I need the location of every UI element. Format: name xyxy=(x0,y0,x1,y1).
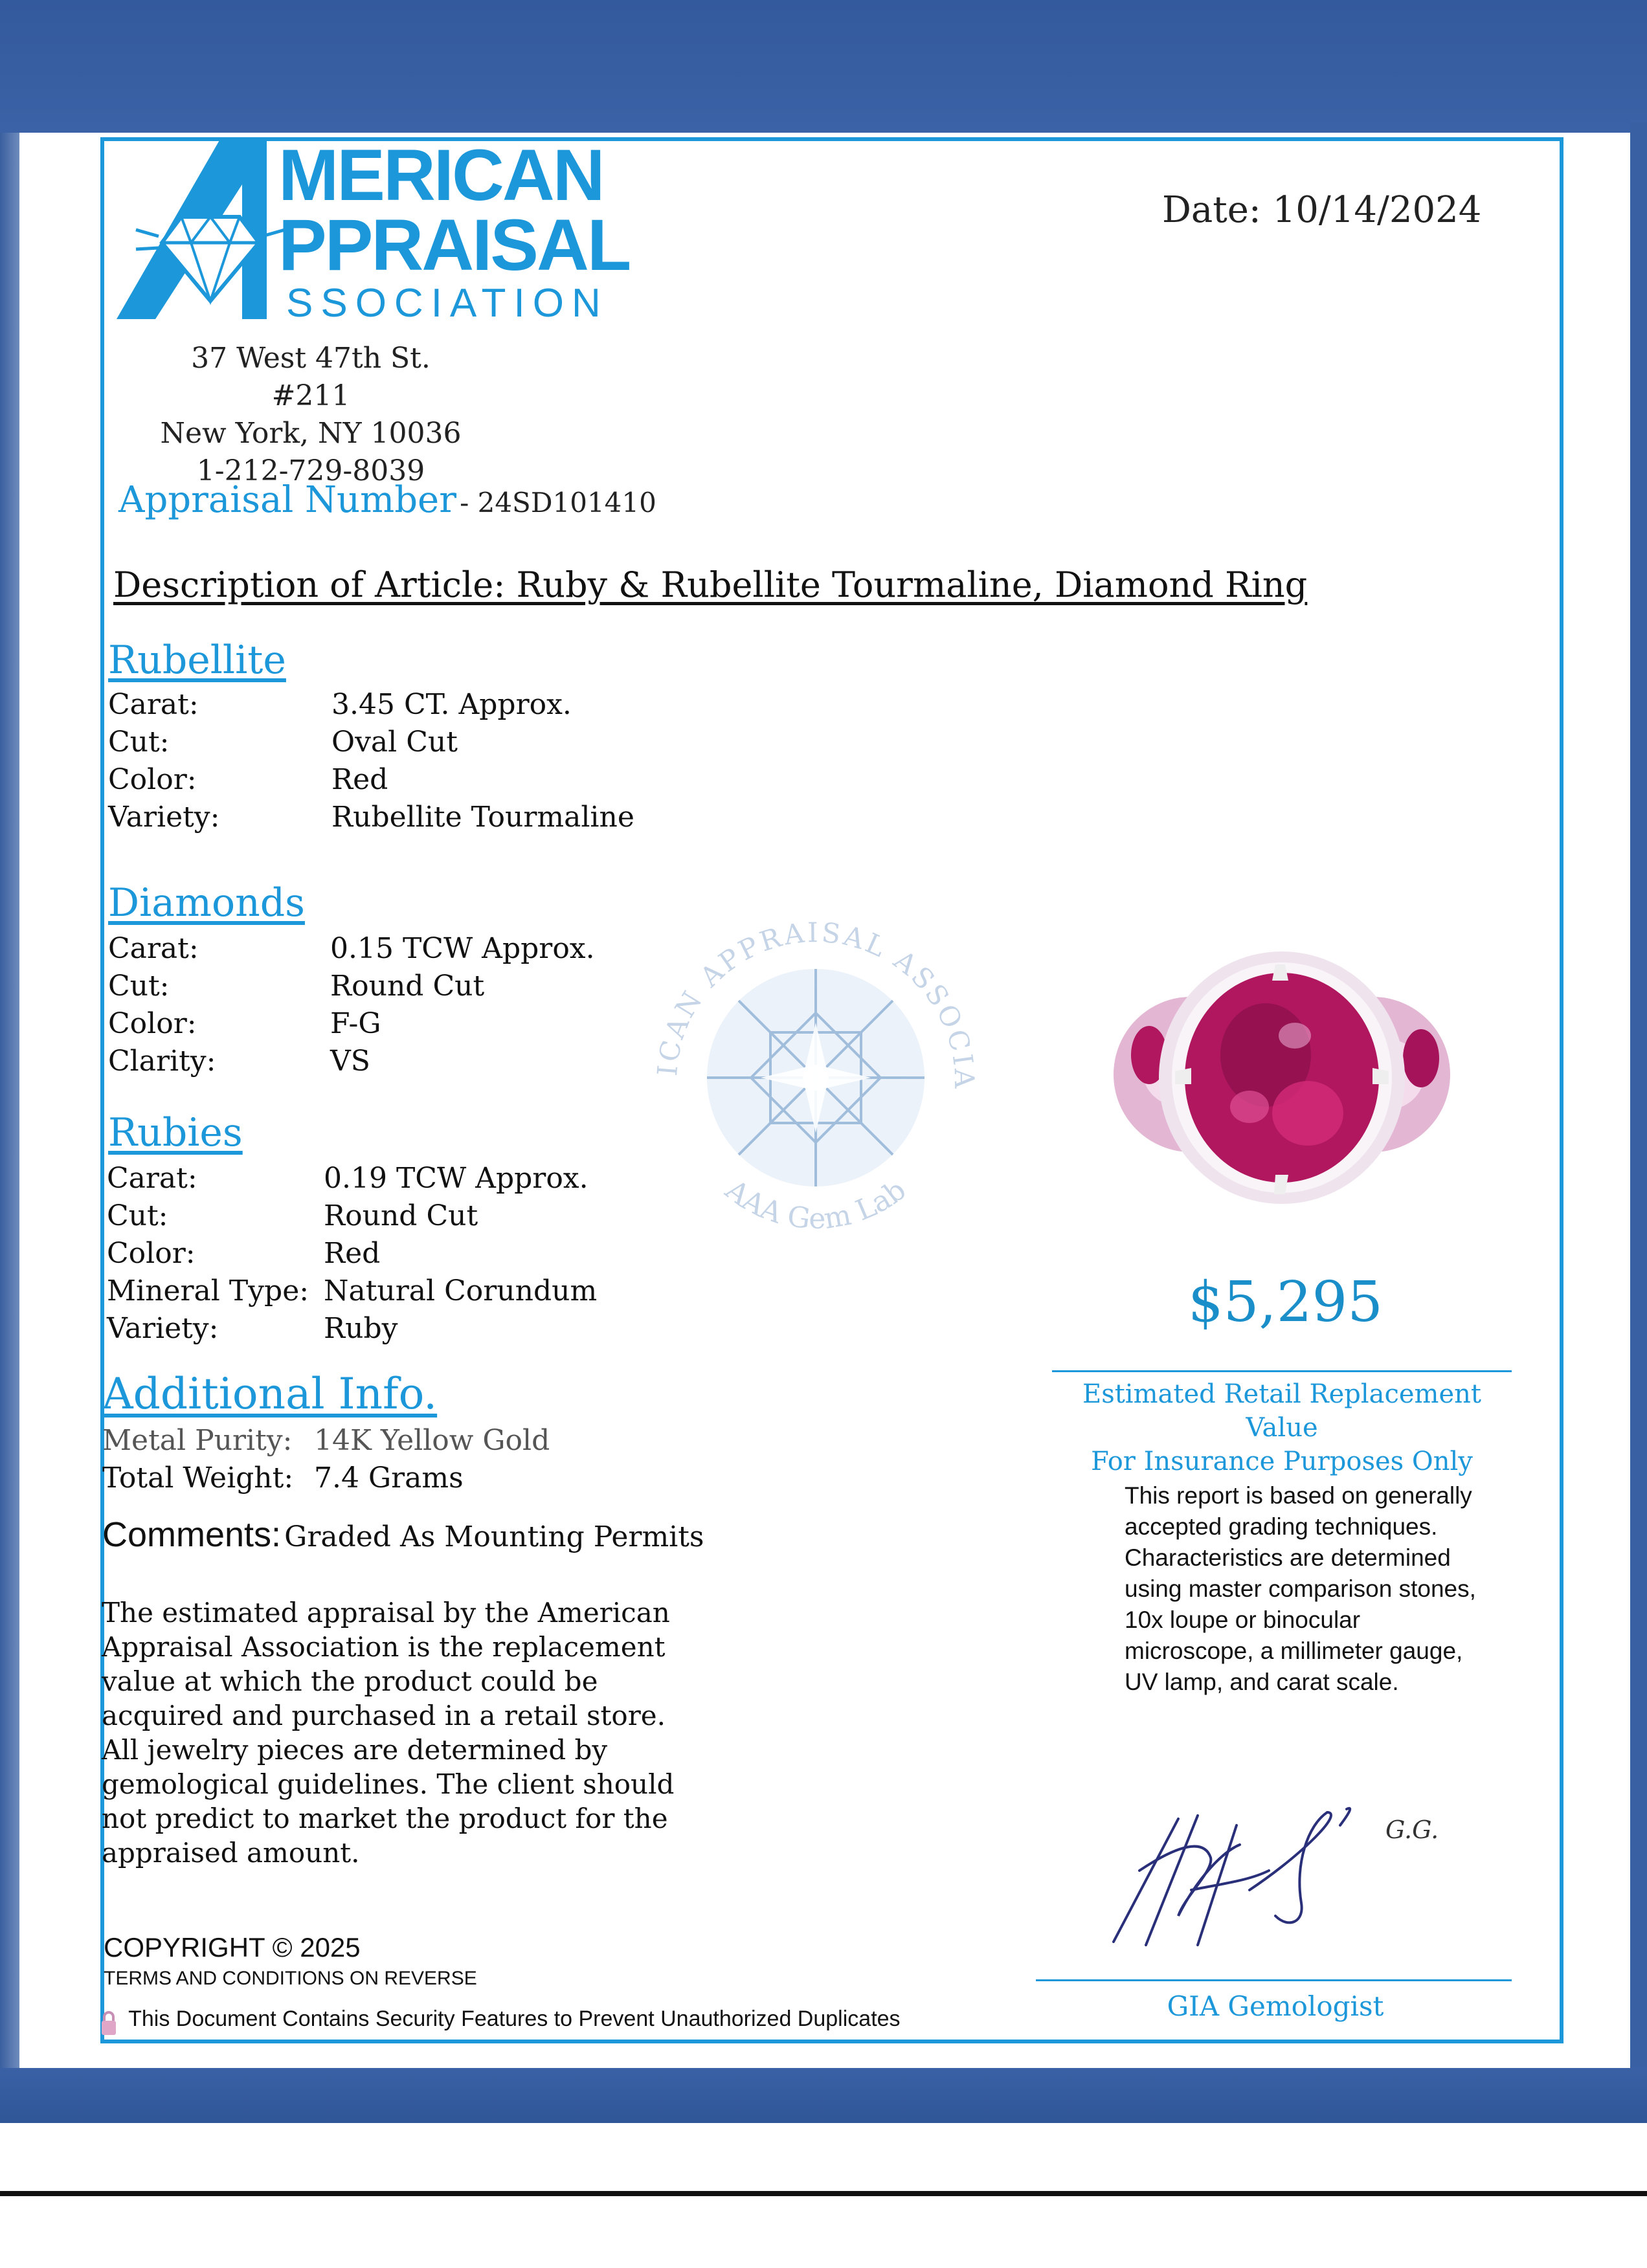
terms-notice: TERMS AND CONDITIONS ON REVERSE xyxy=(104,1968,477,1989)
diamonds-cut-label: Cut: xyxy=(108,970,170,1003)
association-address xyxy=(155,340,466,490)
rubies-variety-label: Variety: xyxy=(107,1312,219,1345)
appraisal-number-value: - 24SD101410 xyxy=(460,487,656,518)
ring-photo xyxy=(1101,945,1463,1223)
section-heading-additional: Additional Info. xyxy=(102,1369,438,1419)
scan-edge-line xyxy=(0,2191,1647,2196)
scan-right-band xyxy=(1630,123,1647,2123)
scan-bottom-band xyxy=(0,2068,1647,2123)
scan-left-band xyxy=(0,133,19,2074)
rubies-color-value: Red xyxy=(324,1237,381,1270)
appraised-value: $5,295 xyxy=(1188,1270,1383,1335)
diamonds-clarity-label: Clarity: xyxy=(108,1045,216,1078)
address-line-phone: 1-212-729-8039 xyxy=(196,454,425,487)
rubellite-variety-label: Variety: xyxy=(108,801,220,834)
security-notice xyxy=(100,2007,901,2036)
logo-line-ssociation: SSOCIATION xyxy=(286,281,609,326)
security-text: This Document Contains Security Features to Prevent Unauthorized Duplicates xyxy=(128,2007,901,2031)
seal-bottom-text: AAA Gem Lab xyxy=(719,1173,912,1236)
metal-purity-value: 14K Yellow Gold xyxy=(314,1424,550,1457)
appraisal-number xyxy=(118,479,656,521)
logo-line-merican: MERICAN xyxy=(278,135,603,216)
gemologist-signature xyxy=(1101,1799,1463,1955)
rubellite-color-label: Color: xyxy=(108,763,197,796)
appraisal-number-label: Appraisal Number xyxy=(118,479,456,521)
section-heading-diamonds: Diamonds xyxy=(108,880,305,926)
appraisal-disclaimer: The estimated appraisal by the American Appraisal Association is the replacement value at which the product could be acquired and purchased in a retail store. All jewelry pieces are determined by gemological guidelines. The client should not predict to market the product for the appraised amount. xyxy=(102,1597,675,1869)
copyright-notice: COPYRIGHT © 2025 xyxy=(104,1932,361,1962)
rubies-cut-value: Round Cut xyxy=(324,1199,478,1232)
rubellite-carat-value: 3.45 CT. Approx. xyxy=(331,688,572,721)
grading-report-note: This report is based on generally accepted grading techniques. Characteristics are determined using master comparison stones, 10x loupe or binocular microscope, a millimeter gauge, UV lamp, and carat scale. xyxy=(1125,1482,1476,1695)
address-line-street: 37 West 47th St. #211 xyxy=(191,342,431,412)
association-logo xyxy=(117,135,630,327)
diamonds-color-value: F-G xyxy=(330,1007,381,1040)
total-weight-label: Total Weight: xyxy=(102,1462,294,1495)
scan-top-band xyxy=(0,0,1647,133)
seal-diamond-icon xyxy=(707,969,924,1186)
rubies-color-label: Color: xyxy=(107,1237,196,1270)
gemologist-title: GIA Gemologist xyxy=(1167,1990,1384,2022)
estimate-line-2: For Insurance Purposes Only xyxy=(1091,1447,1473,1476)
estimate-caption xyxy=(1052,1377,1512,1478)
rubellite-variety-value: Rubellite Tourmaline xyxy=(331,801,634,834)
rubies-mineral-label: Mineral Type: xyxy=(107,1274,309,1307)
article-description: Description of Article: Ruby & Rubellite Tourmaline, Diamond Ring xyxy=(113,564,1308,605)
metal-purity-label: Metal Purity: xyxy=(102,1424,293,1457)
seal-top-text: ICAN APPRAISAL ASSOCIA xyxy=(651,916,981,1090)
value-divider xyxy=(1052,1370,1512,1372)
rubellite-color-value: Red xyxy=(331,763,388,796)
total-weight-value: 7.4 Grams xyxy=(314,1462,464,1495)
comments-value: Graded As Mounting Permits xyxy=(284,1520,704,1553)
appraisal-date: Date: 10/14/2024 xyxy=(1162,189,1482,231)
gem-lab-seal xyxy=(638,893,994,1256)
address-line-city: New York, NY 10036 xyxy=(160,417,462,450)
rubies-carat-label: Carat: xyxy=(107,1162,197,1195)
rubies-carat-value: 0.19 TCW Approx. xyxy=(324,1162,588,1195)
comments-label: Comments: xyxy=(102,1515,282,1554)
signature-suffix: G.G. xyxy=(1385,1816,1439,1844)
diamonds-cut-value: Round Cut xyxy=(330,970,485,1003)
diamonds-carat-label: Carat: xyxy=(108,932,199,965)
rubies-variety-value: Ruby xyxy=(324,1312,398,1345)
rubies-mineral-value: Natural Corundum xyxy=(324,1274,598,1307)
diamonds-carat-value: 0.15 TCW Approx. xyxy=(330,932,595,965)
comments xyxy=(102,1515,704,1555)
section-heading-rubies: Rubies xyxy=(108,1110,243,1155)
section-heading-rubellite: Rubellite xyxy=(108,638,286,683)
lock-icon xyxy=(100,2010,117,2036)
estimate-line-1: Estimated Retail Replacement Value xyxy=(1082,1379,1481,1443)
rubellite-carat-label: Carat: xyxy=(108,688,199,721)
diamonds-color-label: Color: xyxy=(108,1007,197,1040)
rubies-cut-label: Cut: xyxy=(107,1199,168,1232)
signature-line xyxy=(1036,1979,1512,1981)
rubellite-cut-label: Cut: xyxy=(108,726,170,759)
logo-line-ppraisal: PPRAISAL xyxy=(278,205,630,285)
rubellite-cut-value: Oval Cut xyxy=(331,726,458,759)
scan-footer-area xyxy=(0,2123,1647,2268)
diamonds-clarity-value: VS xyxy=(330,1045,370,1078)
